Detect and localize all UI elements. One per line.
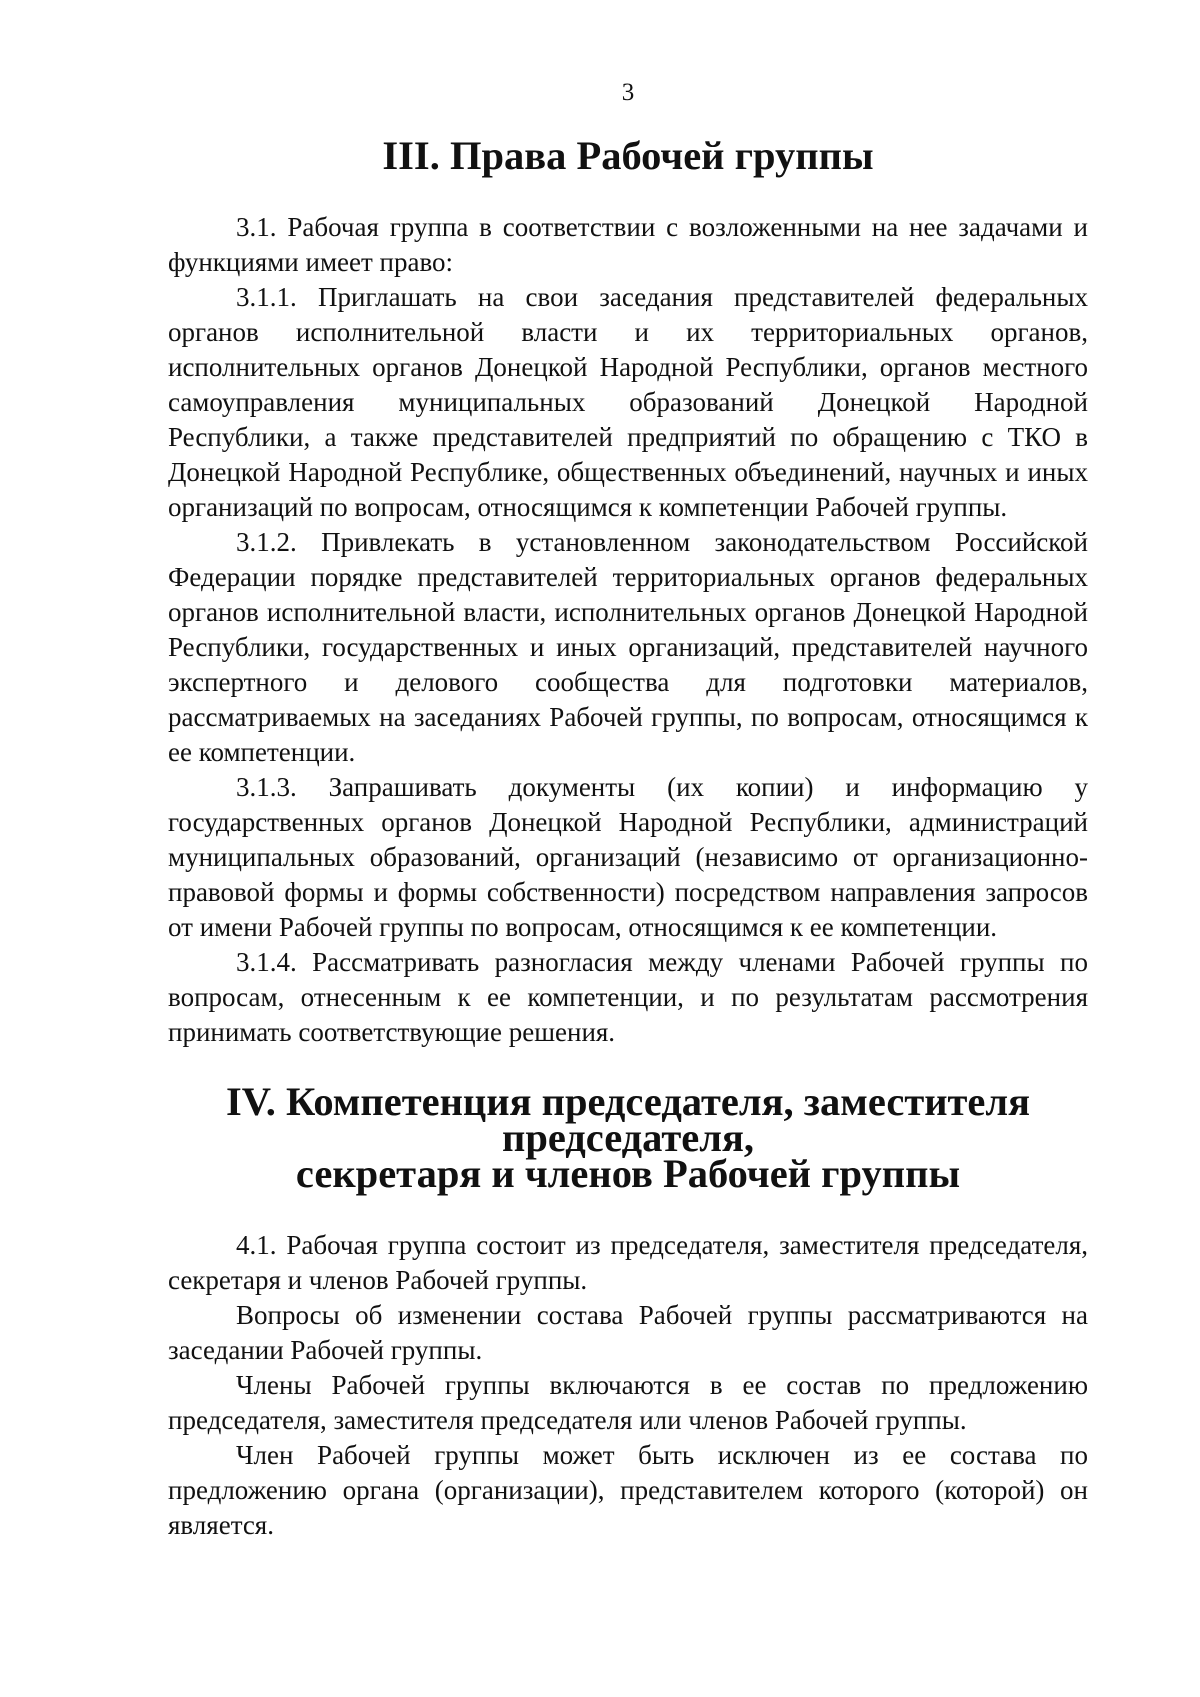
section-title-competence bbox=[168, 1079, 1088, 1196]
paragraph-3-1-1: 3.1.1. Приглашать на свои заседания представителей федеральных органов исполнительной власти и их территориальных органов, исполнительных органов Донецкой Народной Республики, органов местного самоуправления муниципальных образований Донецкой Народной Республики, а также представителей предприятий по обращению с ТКО в Донецкой Народной Республике, общественных объединений, научных и иных организаций по вопросам, относящимся к компетенции Рабочей группы. bbox=[168, 282, 1088, 522]
section-title-line: IV. Компетенция председателя, заместителя председателя, bbox=[225, 1079, 1031, 1160]
section-title-line: секретаря и членов Рабочей группы bbox=[295, 1151, 961, 1196]
section-title-line: III. Права Рабочей группы bbox=[382, 133, 874, 178]
paragraph-3-1: 3.1. Рабочая группа в соответствии с возложенными на нее задачами и функциями имеет право: bbox=[168, 212, 1088, 277]
section-title-rights bbox=[168, 133, 1088, 178]
page-number: 3 bbox=[621, 79, 635, 106]
paragraph-members-inclusion: Члены Рабочей группы включаются в ее состав по предложению председателя, заместителя председателя или членов Рабочей группы. bbox=[168, 1370, 1088, 1435]
paragraph-3-1-2: 3.1.2. Привлекать в установленном законодательством Российской Федерации порядке представителей территориальных органов федеральных органов исполнительной власти, исполнительных органов Донецкой Народной Республики, государственных и иных организаций, представителей научного экспертного и делового сообщества для подготовки материалов, рассматриваемых на заседаниях Рабочей группы, по вопросам, относящимся к ее компетенции. bbox=[168, 527, 1088, 767]
paragraph-composition-changes: Вопросы об изменении состава Рабочей группы рассматриваются на заседании Рабочей группы. bbox=[168, 1300, 1088, 1365]
paragraph-4-1: 4.1. Рабочая группа состоит из председателя, заместителя председателя, секретаря и членов Рабочей группы. bbox=[168, 1230, 1088, 1295]
spacer bbox=[168, 174, 1088, 210]
paragraph-3-1-3: 3.1.3. Запрашивать документы (их копии) и информацию у государственных органов Донецкой Народной Республики, администраций муниципальных образований, организаций (независимо от организационно-правовой формы и формы собственности) посредством направления запросов от имени Рабочей группы по вопросам, относящимся к ее компетенции. bbox=[168, 772, 1088, 942]
paragraph-member-exclusion: Член Рабочей группы может быть исключен из ее состава по предложению органа (организации), представителем которого (которой) он является. bbox=[168, 1440, 1088, 1540]
spacer bbox=[168, 1192, 1088, 1228]
paragraph-3-1-4: 3.1.4. Рассматривать разногласия между членами Рабочей группы по вопросам, отнесенным к ее компетенции, и по результатам рассмотрения принимать соответствующие решения. bbox=[168, 947, 1088, 1047]
